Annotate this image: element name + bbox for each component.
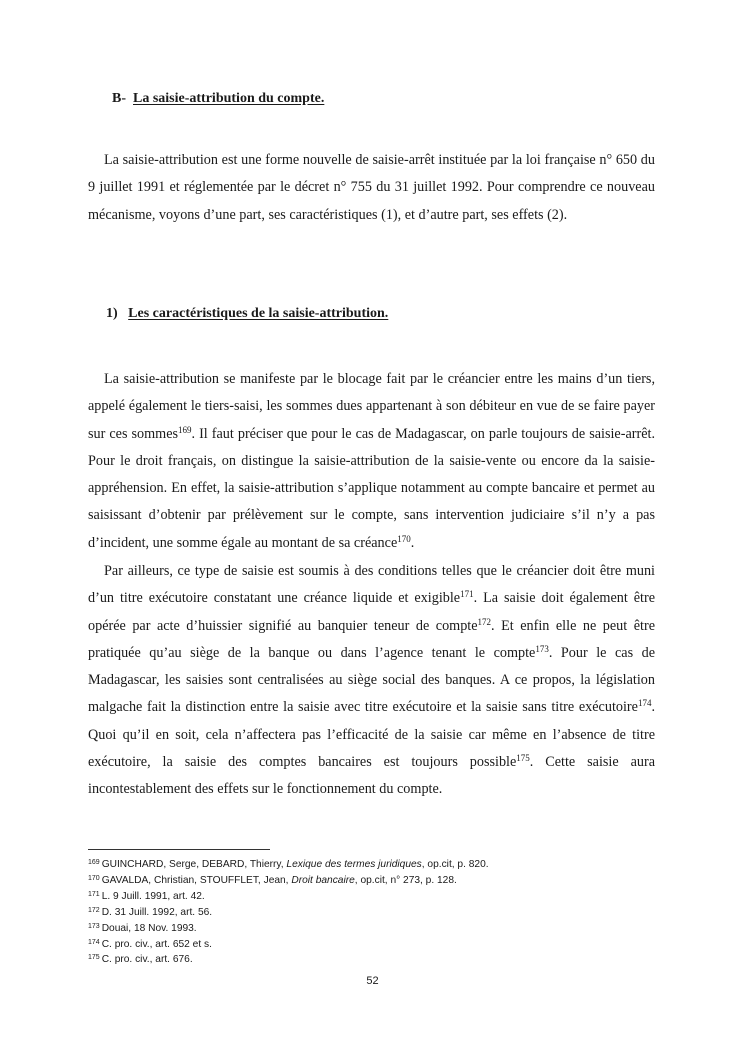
text-run: . La saisie doit également être opérée par acte d’huissier signifié au banquier teneur de compte — [88, 590, 655, 634]
section-title: Les caractéristiques de la saisie-attribution. — [128, 306, 389, 321]
footnote — [88, 952, 658, 968]
footnote-ref[interactable]: 169 — [178, 424, 192, 435]
footnote-text: L. 9 Juill. 1991, art. 42. — [101, 890, 205, 902]
text-run: Par ailleurs, ce type de saisie est soumis à des conditions telles que le créancier doit être muni d’un titre exécutoire constatant une créance liquide et exigible — [88, 563, 655, 607]
text-run: . Pour le cas de Madagascar, les saisies sont centralisées au siège social des banques. A ce propos, la législation malgache fait la distinction entre la saisie avec titre exécutoire et la saisie sans titre exécutoire — [88, 644, 655, 716]
footnote-ref[interactable]: 172 — [477, 616, 492, 627]
footnote-number: 172 — [88, 906, 100, 914]
footnote-title: Droit bancaire — [291, 874, 355, 886]
footnote — [88, 921, 658, 937]
text-run: . Et enfin elle ne peut être pratiquée qu’au siège de la banque ou dans l’agence tenant le compte — [88, 617, 655, 661]
intro-paragraph: La saisie-attribution est une forme nouvelle de saisie-arrêt instituée par la loi française n° 650 du 9 juillet 1991 et réglementée par le décret n° 755 du 31 juillet 1992. Pour comprendre ce nouveau mécanisme, voyons d’une part, ses caractéristiques (1), et d’autre part, ses effets (2). — [88, 152, 655, 223]
footnote-text: GAVALDA, Christian, STOUFFLET, Jean, — [101, 874, 292, 886]
footnote-ref[interactable]: 174 — [637, 698, 652, 709]
text-run: . Cette saisie aura incontestablement des effets sur le fonctionnement du compte. — [88, 754, 655, 798]
page-number: 52 — [366, 975, 379, 987]
footnote-ref[interactable]: 170 — [397, 533, 411, 544]
section-heading-b — [112, 91, 324, 107]
footnote-ref[interactable]: 173 — [535, 643, 549, 654]
footnote — [88, 889, 658, 905]
section-label: 1) — [106, 306, 118, 321]
section-title: La saisie-attribution du compte. — [133, 91, 325, 106]
footnote-number: 169 — [88, 859, 100, 866]
section-label: B- — [112, 91, 126, 106]
footnote-text: , op.cit, p. 820. — [421, 859, 489, 870]
section-heading-1 — [106, 306, 388, 322]
footnote-number: 175 — [88, 954, 100, 962]
footnote-text: D. 31 Juill. 1992, art. 56. — [101, 906, 213, 918]
footnote-number: 174 — [88, 938, 100, 946]
footnote-title: Lexique des termes juridiques — [286, 859, 422, 870]
footnote-ref[interactable]: 171 — [460, 589, 474, 600]
footnote — [88, 937, 658, 953]
footnote — [88, 873, 658, 889]
footnote-text: C. pro. civ., art. 676. — [101, 954, 193, 966]
footnote-number: 170 — [88, 874, 100, 882]
footnote-ref[interactable]: 175 — [516, 753, 530, 764]
footnote-text: , op.cit, n° 273, p. 128. — [354, 874, 457, 886]
footnote-text: C. pro. civ., art. 652 et s. — [101, 938, 212, 950]
body-paragraph — [88, 558, 655, 804]
text-run: . — [410, 534, 415, 551]
footnote-text: Douai, 18 Nov. 1993. — [101, 922, 197, 934]
footnote — [88, 905, 658, 921]
footnotes-list — [88, 857, 658, 968]
text-run: . Il faut préciser que pour le cas de Madagascar, on parle toujours de saisie-arrêt. Pour le droit français, on distingue la saisie-attribution de la saisie-vente ou encore da la saisie-appréhension. En effet, la saisie-attribution s’applique notamment au compte bancaire et permet au saisissant d’obtenir par prélèvement sur le compte, sans intervention judiciaire s’il n’y a pas d’incident, une somme égale au montant de sa créance — [88, 425, 655, 551]
text-run: . Quoi qu’il en soit, cela n’affectera pas l’efficacité de la saisie car même en l’absence de titre exécutoire, la saisie des comptes bancaires est toujours possible — [88, 699, 655, 771]
footnote-number: 171 — [88, 890, 100, 898]
footnote-separator — [88, 849, 270, 850]
text-run: La saisie-attribution se manifeste par le blocage fait par le créancier entre les mains d’un tiers, appelé également le tiers-saisi, les sommes dues appartenant à son débiteur en vue de se faire payer sur ces sommes — [88, 371, 655, 442]
footnote-number: 173 — [88, 922, 100, 930]
footnote — [88, 857, 658, 873]
footnote-text: GUINCHARD, Serge, DEBARD, Thierry, — [101, 859, 287, 870]
body-paragraph — [88, 366, 655, 557]
